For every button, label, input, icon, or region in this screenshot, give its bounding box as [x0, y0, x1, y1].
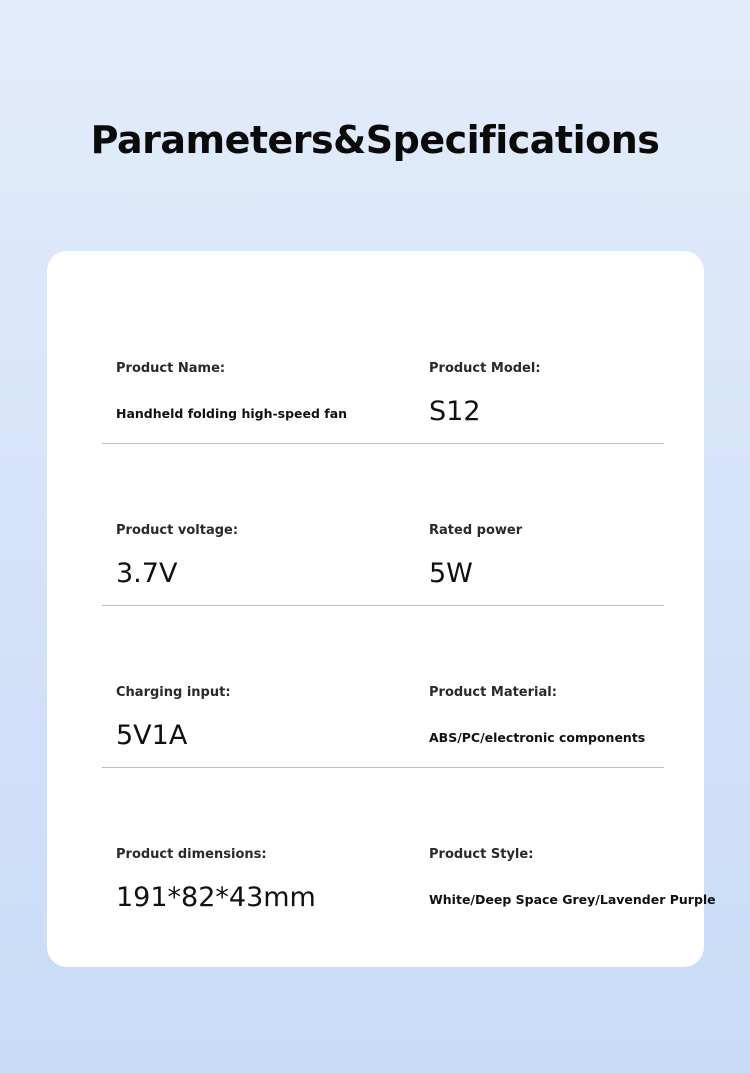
spec-value: White/Deep Space Grey/Lavender Purple — [429, 892, 716, 907]
spec-value: 191*82*43mm — [116, 882, 316, 913]
spec-label: Product Material: — [429, 685, 557, 700]
spec-value: 3.7V — [116, 558, 178, 589]
spec-card — [47, 251, 716, 967]
spec-row-2 — [102, 444, 664, 606]
spec-label: Product Style: — [429, 847, 534, 862]
spec-label: Rated power — [429, 523, 523, 538]
spec-value: 5W — [429, 558, 473, 589]
spec-label: Product Model: — [429, 361, 541, 376]
spec-row-4 — [102, 768, 716, 930]
spec-label: Product voltage: — [116, 523, 239, 538]
spec-value: ABS/PC/electronic components — [429, 730, 646, 745]
page-title: Parameters&Specifications — [90, 118, 660, 162]
spec-label: Charging input: — [116, 685, 231, 700]
spec-label: Product dimensions: — [116, 847, 267, 862]
spec-value: 5V1A — [116, 720, 188, 751]
spec-value: S12 — [429, 396, 481, 427]
spec-row-3 — [102, 606, 664, 768]
spec-label: Product Name: — [116, 361, 226, 376]
spec-value: Handheld folding high-speed fan — [116, 406, 348, 421]
spec-row-1 — [102, 282, 664, 444]
